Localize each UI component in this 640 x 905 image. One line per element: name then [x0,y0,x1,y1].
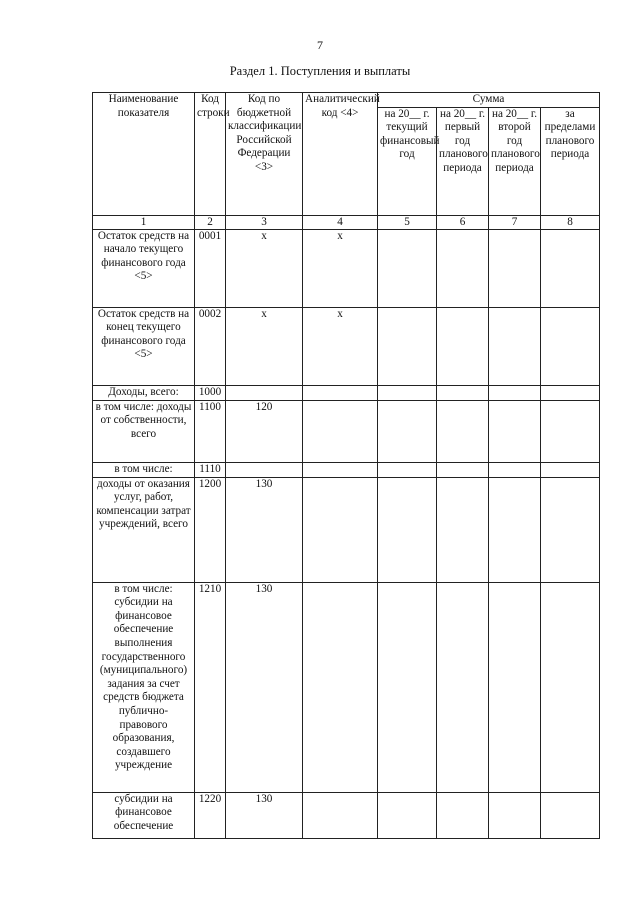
cell-first-plan-year [437,400,489,462]
cell-second-plan-year [489,462,541,477]
header-line-code: Код строки [195,93,226,216]
table-row [93,385,600,400]
receipts-payments-table [92,92,600,839]
row-budget-code: 130 [226,582,303,792]
row-analytic-code: x [303,229,378,307]
col-number: 1 [93,215,195,229]
cell-second-plan-year [489,477,541,582]
row-code: 0001 [195,229,226,307]
row-budget-code: x [226,307,303,385]
col-number: 3 [226,215,303,229]
col-number: 8 [541,215,600,229]
cell-beyond-plan [541,307,600,385]
row-name: доходы от оказания услуг, работ, компенсации затрат учреждений, всего [93,477,195,582]
cell-first-plan-year [437,792,489,838]
row-budget-code: 120 [226,400,303,462]
header-budget-code: Код по бюджетной классификации Российской Федерации <3> [226,93,303,216]
row-code: 1100 [195,400,226,462]
cell-second-plan-year [489,307,541,385]
cell-beyond-plan [541,385,600,400]
cell-current-year [378,582,437,792]
row-name: в том числе: [93,462,195,477]
header-beyond-plan: за пределами планового периода [541,107,600,215]
row-name: в том числе: субсидии на финансовое обеспечение выполнения государственного (муниципального) задания за счет средств бюджета публично-правового образования, создавшего учреждение [93,582,195,792]
row-analytic-code [303,462,378,477]
row-name: субсидии на финансовое обеспечение [93,792,195,838]
row-name: Остаток средств на конец текущего финансового года <5> [93,307,195,385]
row-code: 1110 [195,462,226,477]
row-analytic-code [303,385,378,400]
cell-current-year [378,462,437,477]
section-title: Раздел 1. Поступления и выплаты [229,64,411,78]
column-numbers-row [93,215,600,229]
row-analytic-code [303,792,378,838]
cell-first-plan-year [437,582,489,792]
cell-current-year [378,307,437,385]
cell-first-plan-year [437,229,489,307]
cell-beyond-plan [541,400,600,462]
row-code: 1220 [195,792,226,838]
row-budget-code: 130 [226,477,303,582]
table-row [93,229,600,307]
cell-beyond-plan [541,792,600,838]
row-budget-code: 130 [226,792,303,838]
header-first-plan-year: на 20__ г. первый год планового периода [437,107,489,215]
row-code: 1000 [195,385,226,400]
row-code: 0002 [195,307,226,385]
row-budget-code: x [226,229,303,307]
table-row [93,400,600,462]
cell-second-plan-year [489,792,541,838]
cell-beyond-plan [541,229,600,307]
cell-current-year [378,385,437,400]
row-code: 1210 [195,582,226,792]
header-sum-group: Сумма [378,93,600,108]
table-row [93,477,600,582]
header-analytic-code: Аналитический код <4> [303,93,378,216]
row-budget-code [226,385,303,400]
cell-current-year [378,400,437,462]
row-analytic-code [303,400,378,462]
row-analytic-code: x [303,307,378,385]
row-budget-code [226,462,303,477]
cell-current-year [378,477,437,582]
cell-current-year [378,792,437,838]
cell-first-plan-year [437,462,489,477]
col-number: 4 [303,215,378,229]
cell-second-plan-year [489,385,541,400]
table-row [93,462,600,477]
table-row [93,582,600,792]
row-name: в том числе: доходы от собственности, всего [93,400,195,462]
cell-first-plan-year [437,385,489,400]
cell-second-plan-year [489,400,541,462]
row-analytic-code [303,477,378,582]
col-number: 7 [489,215,541,229]
cell-first-plan-year [437,477,489,582]
row-analytic-code [303,582,378,792]
row-name: Доходы, всего: [93,385,195,400]
cell-current-year [378,229,437,307]
cell-second-plan-year [489,582,541,792]
table-row [93,307,600,385]
header-current-year: на 20__ г. текущий финансовый год [378,107,437,215]
header-second-plan-year: на 20__ г. второй год планового периода [489,107,541,215]
cell-beyond-plan [541,462,600,477]
cell-first-plan-year [437,307,489,385]
header-name: Наименование показателя [93,93,195,216]
cell-beyond-plan [541,582,600,792]
col-number: 5 [378,215,437,229]
table-row [93,792,600,838]
cell-second-plan-year [489,229,541,307]
row-code: 1200 [195,477,226,582]
col-number: 6 [437,215,489,229]
row-name: Остаток средств на начало текущего финансового года <5> [93,229,195,307]
cell-beyond-plan [541,477,600,582]
col-number: 2 [195,215,226,229]
page-number: 7 [317,38,323,52]
